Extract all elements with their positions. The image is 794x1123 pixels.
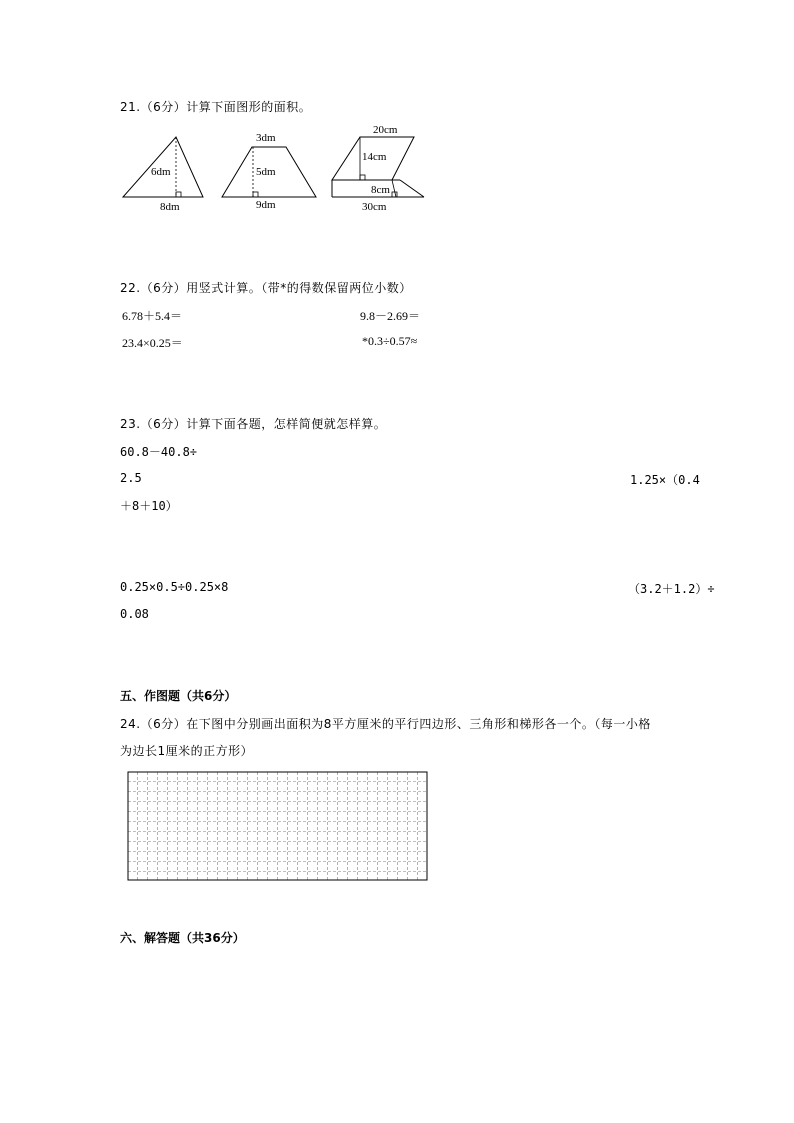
composite-bottom-label: 30cm bbox=[362, 201, 387, 213]
q21-title: 21.（6分）计算下面图形的面积。 bbox=[120, 100, 312, 114]
q23-line-2b: 1.25×（0.4 bbox=[630, 473, 700, 487]
section-6-heading: 六、解答题（共36分） bbox=[120, 931, 245, 945]
q24-line-1: 24.（6分）在下图中分别画出面积为8平方厘米的平行四边形、三角形和梯形各一个。（每一小格 bbox=[120, 717, 651, 731]
q23-line-4a: 0.25×0.5÷0.25×8 bbox=[120, 580, 229, 594]
q23-line-2a: 2.5 bbox=[120, 471, 142, 485]
composite-figure bbox=[330, 130, 430, 210]
drawing-grid bbox=[128, 772, 428, 882]
q22-expr-1: 6.78＋5.4＝ bbox=[122, 309, 183, 323]
triangle-base-label: 8dm bbox=[160, 201, 180, 213]
q23-line-1: 60.8－40.8÷ bbox=[120, 445, 198, 459]
q22-expr-2: 9.8－2.69＝ bbox=[360, 309, 421, 323]
trapezoid-height-label: 5dm bbox=[256, 166, 276, 178]
q24-line-2: 为边长1厘米的正方形） bbox=[120, 744, 254, 758]
q23-title: 23.（6分）计算下面各题，怎样简便就怎样算。 bbox=[120, 417, 387, 431]
section-5-heading: 五、作图题（共6分） bbox=[120, 689, 237, 703]
q23-line-3: ＋8＋10） bbox=[120, 499, 178, 513]
trapezoid-top-label: 3dm bbox=[256, 132, 276, 144]
trapezoid-bottom-label: 9dm bbox=[256, 199, 276, 211]
composite-small-label: 8cm bbox=[371, 184, 390, 196]
q22-title: 22.（6分）用竖式计算。（带*的得数保留两位小数） bbox=[120, 281, 412, 295]
q22-expr-3: 23.4×0.25＝ bbox=[122, 336, 183, 350]
q23-line-5: 0.08 bbox=[120, 607, 149, 621]
triangle-height-label: 6dm bbox=[151, 166, 171, 178]
q22-expr-4: *0.3÷0.57≈ bbox=[362, 334, 418, 348]
composite-top-label: 20cm bbox=[373, 124, 398, 136]
composite-height-label: 14cm bbox=[362, 151, 387, 163]
q23-line-4b: （3.2＋1.2）÷ bbox=[628, 582, 715, 596]
